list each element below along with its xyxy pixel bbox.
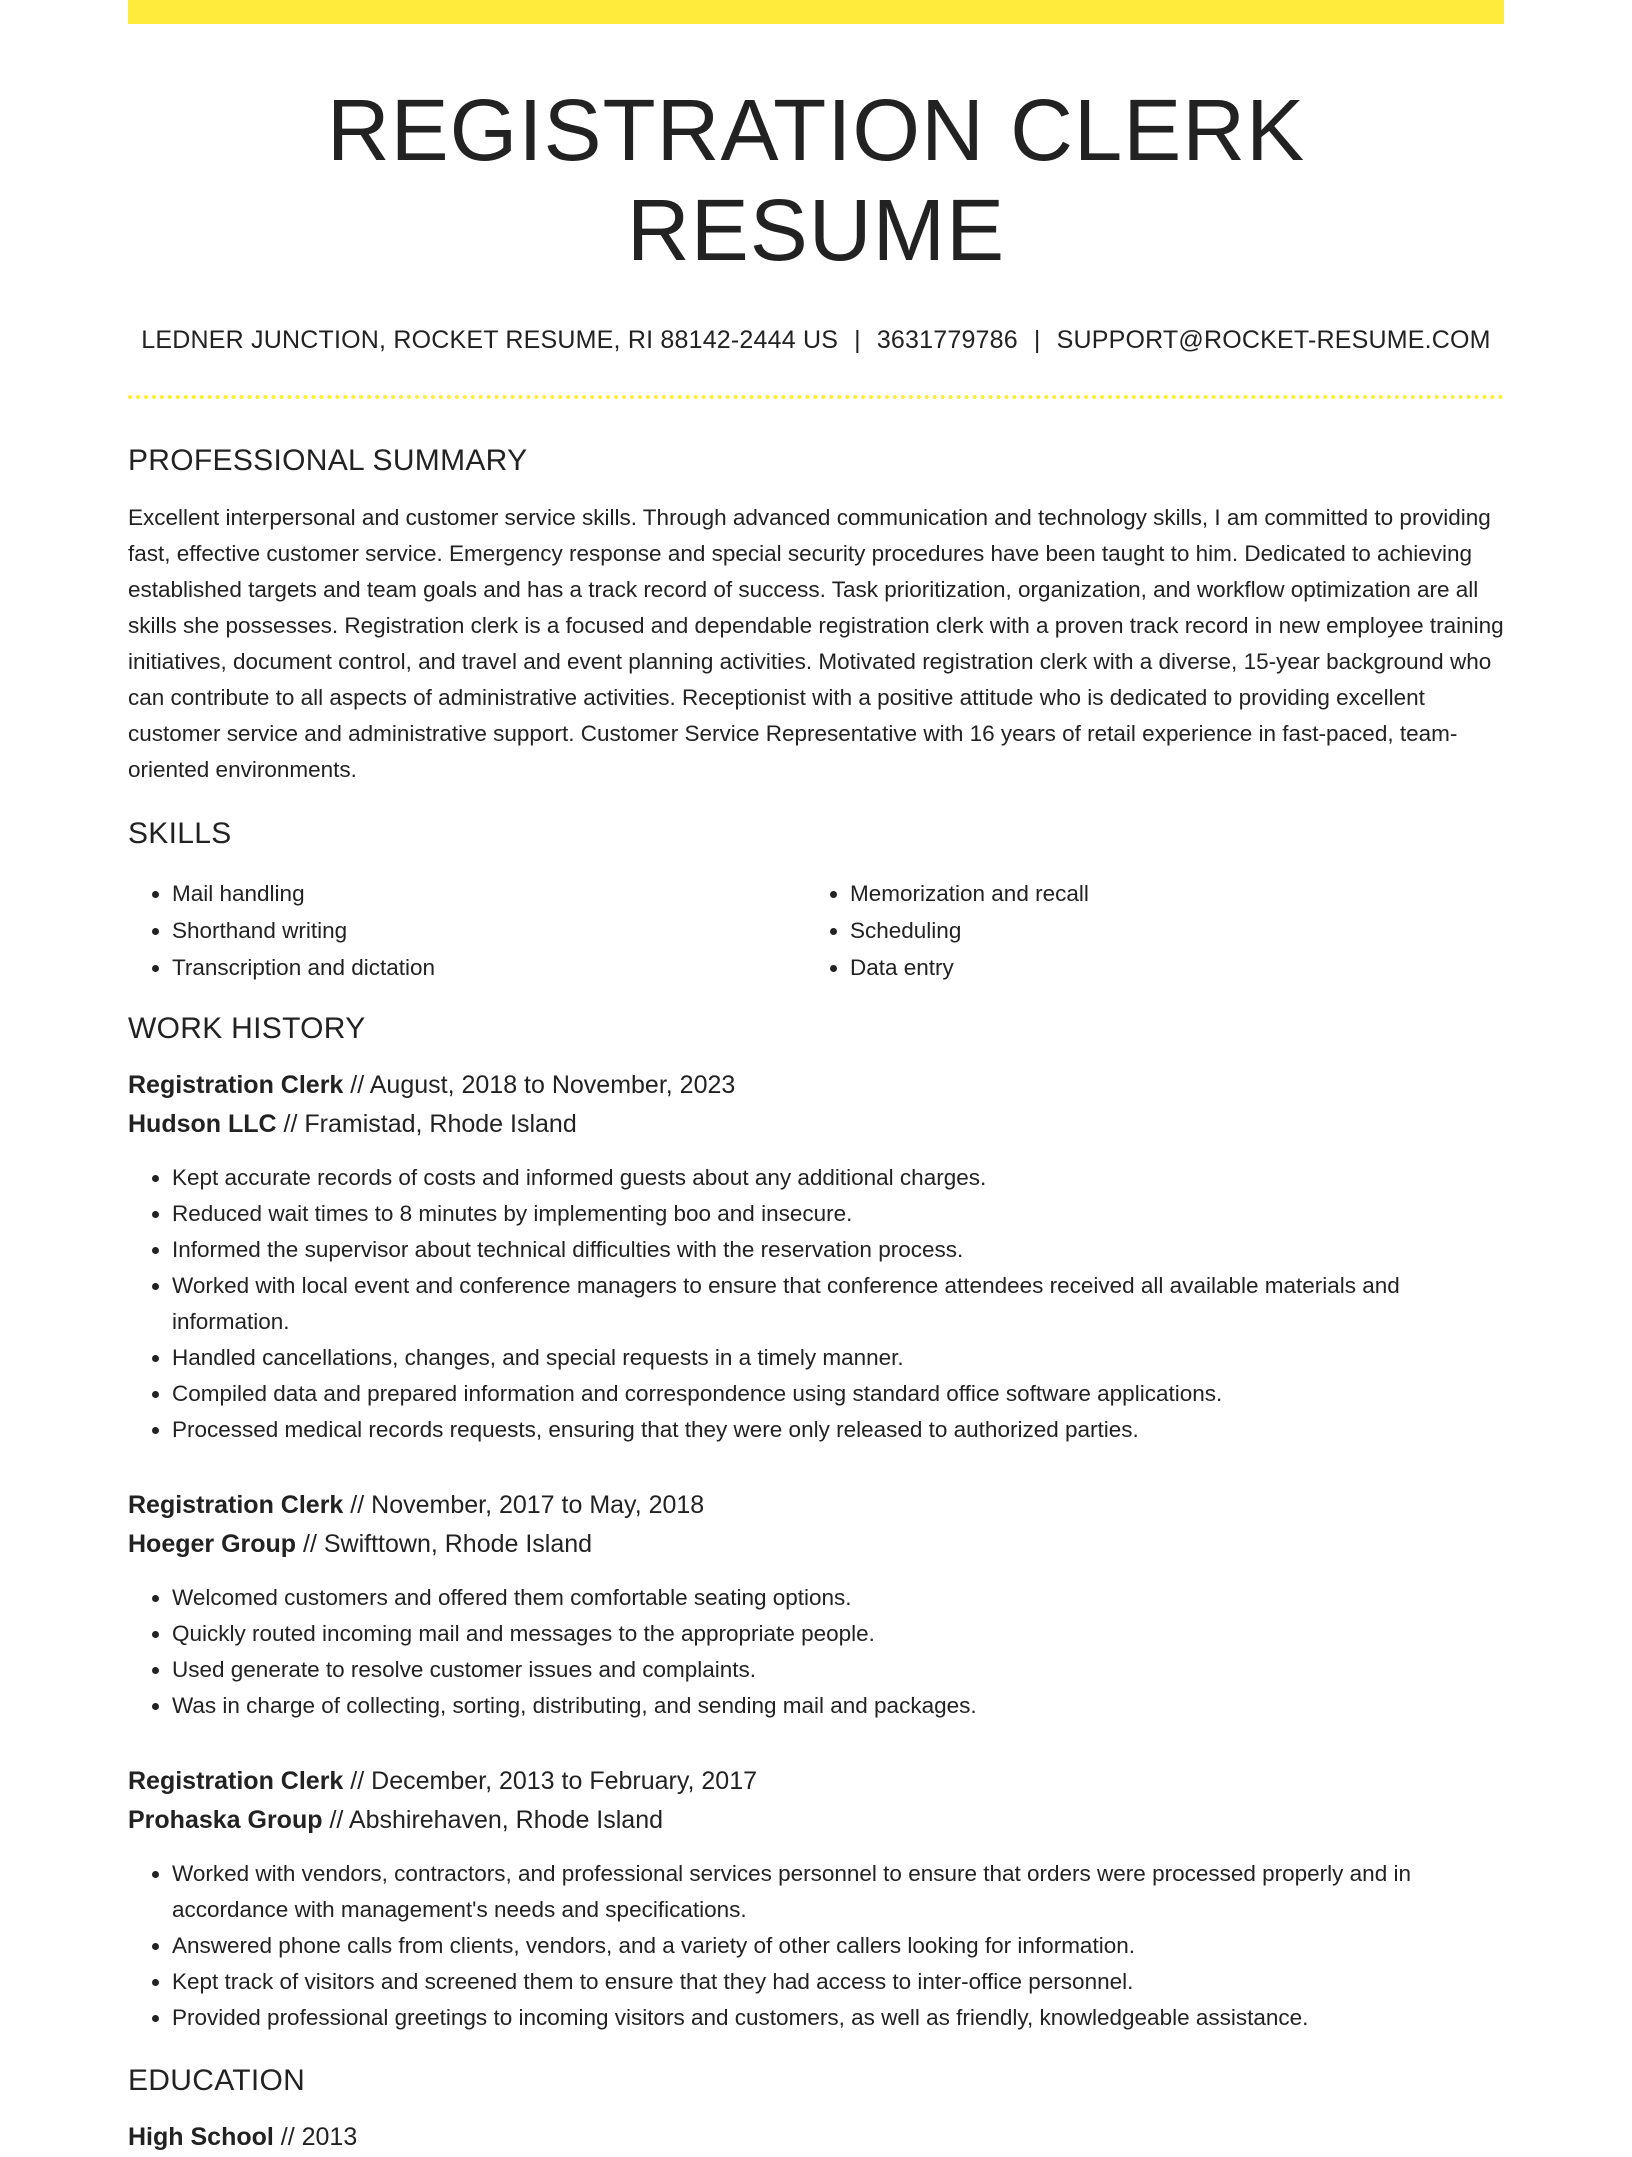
job-bullet: • Processed medical records requests, ensuring that they were only released to authorized parties. — [172, 1412, 1504, 1448]
contact-address: LEDNER JUNCTION, ROCKET RESUME, RI 88142-2444 US — [141, 326, 839, 354]
job-bullet: • Welcomed customers and offered them comfortable seating options. — [172, 1580, 1504, 1616]
skills-heading: SKILLS — [128, 817, 232, 850]
contact-separator: | — [1033, 326, 1041, 354]
page-title: REGISTRATION CLERK RESUME — [326, 82, 1306, 279]
job-bullet: • Was in charge of collecting, sorting, distributing, and sending mail and packages. — [172, 1688, 1504, 1724]
job-bullets — [128, 1160, 1504, 1448]
job-entry — [128, 1066, 1504, 1448]
work-history-heading: WORK HISTORY — [128, 1012, 366, 1045]
job-location: // Abshirehaven, Rhode Island — [329, 1806, 664, 1834]
job-bullet: • Kept track of visitors and screened them to ensure that they had access to inter-office personnel. — [172, 1964, 1504, 2000]
skills-column-right — [806, 875, 1484, 986]
job-bullet: • Quickly routed incoming mail and messages to the appropriate people. — [172, 1616, 1504, 1652]
job-company-line — [128, 1525, 1504, 1564]
education-degree: High School — [128, 2123, 274, 2151]
contact-email: SUPPORT@ROCKET-RESUME.COM — [1056, 326, 1491, 354]
job-bullet: • Used generate to resolve customer issues and complaints. — [172, 1652, 1504, 1688]
education-heading: EDUCATION — [128, 2064, 306, 2097]
dotted-divider — [128, 395, 1504, 399]
skill-item: • Mail handling — [172, 875, 806, 912]
job-title-line — [128, 1762, 1504, 1801]
job-title-line — [128, 1066, 1504, 1105]
education-entry — [128, 2118, 1504, 2157]
resume-column — [128, 0, 1504, 2157]
job-company: Hudson LLC — [128, 1110, 277, 1138]
skill-item: • Memorization and recall — [850, 875, 1484, 912]
skill-item: • Transcription and dictation — [172, 949, 806, 986]
education-year: // 2013 — [280, 2123, 358, 2151]
job-bullet: • Answered phone calls from clients, vendors, and a variety of other callers looking for information. — [172, 1928, 1504, 1964]
skills-column-left — [128, 875, 806, 986]
job-title: Registration Clerk — [128, 1491, 344, 1519]
skill-item: • Shorthand writing — [172, 912, 806, 949]
job-bullet: • Compiled data and prepared information and correspondence using standard office software applications. — [172, 1376, 1504, 1412]
job-bullets — [128, 1580, 1504, 1724]
job-bullet: • Handled cancellations, changes, and special requests in a timely manner. — [172, 1340, 1504, 1376]
job-dates: // November, 2017 to May, 2018 — [350, 1491, 705, 1519]
job-title-line — [128, 1486, 1504, 1525]
contact-line — [128, 324, 1504, 356]
job-bullet: • Worked with vendors, contractors, and professional services personnel to ensure that orders were processed properly and in accordance with management's needs and specifications. — [172, 1856, 1504, 1928]
summary-heading: PROFESSIONAL SUMMARY — [128, 444, 528, 477]
job-location: // Swifttown, Rhode Island — [303, 1530, 593, 1558]
contact-separator: | — [854, 326, 861, 354]
summary-text: Excellent interpersonal and customer service skills. Through advanced communication and technology skills, I am committed to providing fast, effective customer service. Emergency response and special security procedures have been taught to him. Dedicated to achieving established targets and team goals and has a track record of success. Task prioritization, organization, and workflow optimization are all skills she possesses. Registration clerk is a focused and dependable registration clerk with a proven track record in new employee training initiatives, document control, and travel and event planning activities. Motivated registration clerk with a diverse, 15-year background who can contribute to all aspects of administrative activities. Receptionist with a positive attitude who is dedicated to providing excellent customer service and administrative support. Customer Service Representative with 16 years of retail experience in fast-paced, team-oriented environments. — [128, 505, 1504, 782]
job-company-line — [128, 1801, 1504, 1840]
skill-item: • Scheduling — [850, 912, 1484, 949]
job-entry — [128, 1486, 1504, 1724]
job-bullets — [128, 1856, 1504, 2036]
job-company: Prohaska Group — [128, 1806, 323, 1834]
skill-item: • Data entry — [850, 949, 1484, 986]
job-title: Registration Clerk — [128, 1071, 344, 1099]
job-bullet: • Provided professional greetings to incoming visitors and customers, as well as friendly, knowledgeable assistance. — [172, 2000, 1504, 2036]
job-dates: // December, 2013 to February, 2017 — [350, 1767, 758, 1795]
job-dates: // August, 2018 to November, 2023 — [350, 1071, 736, 1099]
skills-list — [128, 875, 1504, 986]
accent-bar — [128, 0, 1504, 24]
job-company-line — [128, 1105, 1504, 1144]
job-bullet: • Worked with local event and conference managers to ensure that conference attendees received all available materials and information. — [172, 1268, 1504, 1340]
job-title: Registration Clerk — [128, 1767, 344, 1795]
job-bullet: • Kept accurate records of costs and informed guests about any additional charges. — [172, 1160, 1504, 1196]
job-company: Hoeger Group — [128, 1530, 297, 1558]
job-bullet: • Reduced wait times to 8 minutes by implementing boo and insecure. — [172, 1196, 1504, 1232]
job-bullet: • Informed the supervisor about technical difficulties with the reservation process. — [172, 1232, 1504, 1268]
contact-phone: 3631779786 — [876, 326, 1018, 354]
job-location: // Framistad, Rhode Island — [283, 1110, 577, 1138]
job-entry — [128, 1762, 1504, 2036]
